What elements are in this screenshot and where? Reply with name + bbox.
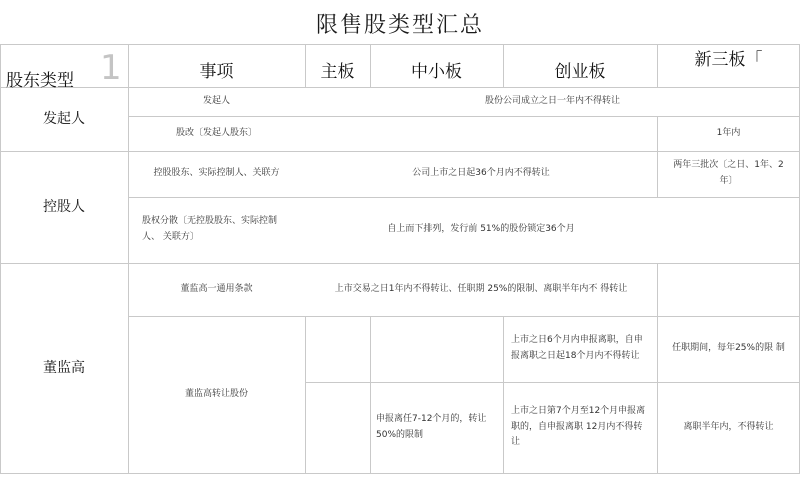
- neeq-executive-transfer-a: 任职期间，每年25%的限 制: [672, 343, 785, 354]
- group-label-controller: 控股人: [43, 198, 85, 215]
- neeq-controlling-shareholder: 两年三批次〔之日、1年、2年〕: [673, 160, 784, 186]
- corner-mark: 1: [100, 48, 122, 88]
- rule-founder: 股份公司成立之日一年内不得转让: [484, 95, 620, 106]
- neeq-share-reform: 1年内: [716, 127, 741, 138]
- column-header-item: 事项: [199, 62, 234, 83]
- group-label-executive: 董监高: [43, 359, 85, 376]
- group-label-founder: 发起人: [43, 110, 85, 127]
- column-header-shareholder-type: 股东类型: [6, 71, 74, 88]
- sme-executive-transfer: 申报离任7-12个月的，转让50%的限制: [376, 413, 487, 440]
- rule-controlling-shareholder: 公司上市之日起36个月内不得转让: [412, 168, 550, 179]
- table-border-bottom: [0, 473, 800, 474]
- rule-executive-general: 上市交易之日1年内不得转让、任职期 25%的限制、离职半年内不 得转让: [334, 283, 628, 294]
- item-executive-transfer: 董监高转让股份: [184, 388, 248, 399]
- item-dispersed-equity: 股权分散〔无控股股东、实际控制人、 关联方〕: [142, 216, 278, 242]
- neeq-executive-transfer-b: 离职半年内，不得转让: [683, 421, 774, 432]
- column-header-neeq: 新三板「: [694, 50, 763, 71]
- column-divider: [305, 316, 306, 474]
- column-header-growth-board: 创业板: [554, 62, 606, 83]
- growth-executive-transfer-b: 上市之日第7个月至12个月申报离职的，自申报离职 12月内不得转让: [511, 405, 646, 448]
- rule-dispersed-equity: 自上而下排列，发行前 51%的股份锁定36个月: [387, 224, 575, 235]
- growth-executive-transfer-a: 上市之日6个月内申报离职，自申报离职之日起18个月内不得转让: [511, 335, 643, 361]
- column-header-main-board: 主板: [320, 62, 355, 83]
- item-share-reform: 股改〔发起人股东〕: [175, 127, 257, 138]
- page-title: 限售股类型汇总: [315, 13, 484, 38]
- column-header-sme-board: 中小板: [411, 62, 462, 83]
- item-controlling-shareholder: 控股股东、实际控制人、关联方: [153, 168, 280, 179]
- item-executive-general: 董监高一通用条款: [180, 283, 253, 294]
- item-founder: 发起人: [202, 95, 230, 106]
